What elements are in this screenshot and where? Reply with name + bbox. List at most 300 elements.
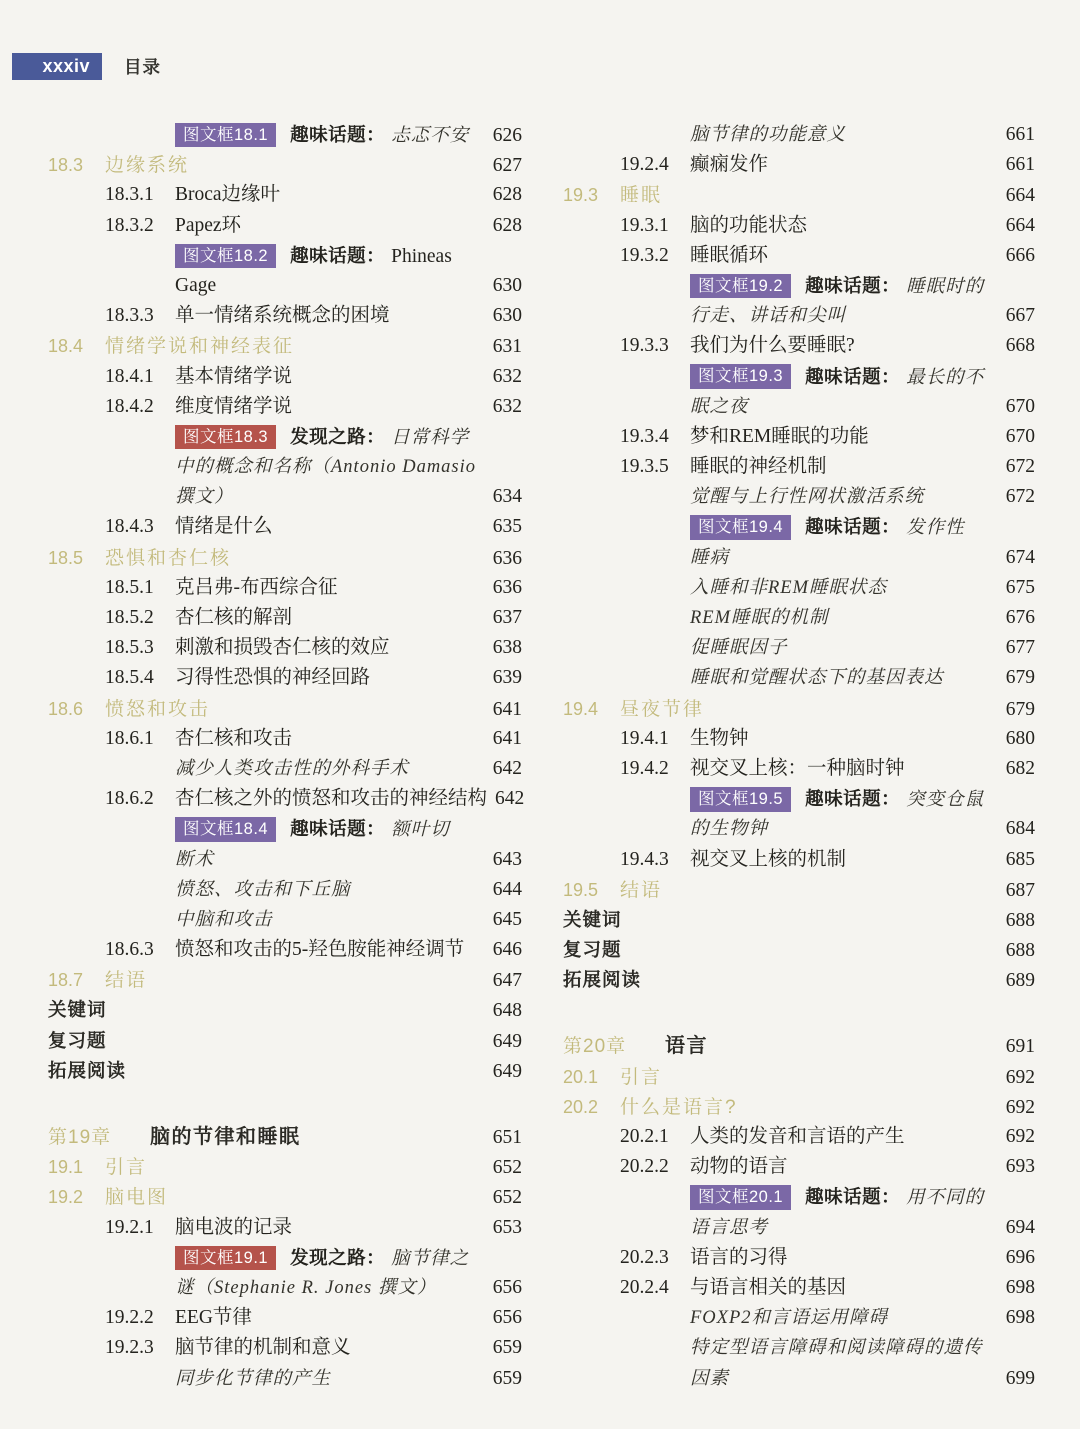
toc-entry-sub xyxy=(563,1152,1035,1182)
box-badge: 图文框19.3 xyxy=(690,364,791,389)
toc-entry-sub xyxy=(48,512,522,542)
subsection-title: 维度情绪学说 xyxy=(175,395,293,417)
toc-entry-sub xyxy=(48,724,522,754)
section-number: 20.1 xyxy=(563,1066,599,1087)
subsection-title: Broca边缘叶 xyxy=(175,184,281,206)
subsection-title: 脑的功能状态 xyxy=(690,214,808,236)
page-number: 642 xyxy=(495,788,525,810)
entry-continuation: Gage xyxy=(175,274,217,296)
toc-entry-sub xyxy=(48,1213,522,1243)
run-in-heading: REM睡眠的机制 xyxy=(690,608,829,628)
page-number: 696 xyxy=(1005,1246,1035,1268)
page-number: 687 xyxy=(1005,879,1035,901)
entry-continuation: 语言思考 xyxy=(690,1217,769,1238)
toc-entry-runin xyxy=(563,482,1035,512)
subsection-number: 18.4.3 xyxy=(105,516,154,538)
toc-entry-sub xyxy=(48,362,522,392)
box-label: 趣味话题： xyxy=(805,788,901,810)
page-number: 632 xyxy=(492,395,522,417)
toc-entry-chapter xyxy=(48,1122,522,1152)
toc-entry-sub xyxy=(48,1303,522,1333)
toc-entry-sub xyxy=(48,392,522,422)
toc-entry-sub xyxy=(48,633,522,663)
toc-entry-box xyxy=(48,814,522,844)
subsection-number: 20.2.1 xyxy=(620,1126,669,1147)
page-number: 692 xyxy=(1005,1126,1035,1147)
page-number: 670 xyxy=(1005,395,1035,417)
page-number: 679 xyxy=(1005,667,1035,689)
entry-continuation: 睡病 xyxy=(690,547,730,568)
subsection-title: 语言的习得 xyxy=(690,1246,788,1268)
entry-continuation: 眠之夜 xyxy=(690,396,749,417)
toc-entry-box xyxy=(563,512,1035,542)
box-label: 趣味话题： xyxy=(805,274,901,296)
subsection-number: 20.2.2 xyxy=(620,1156,669,1178)
toc-entry-section xyxy=(48,965,522,995)
entry-continuation: 行走、讲话和尖叫 xyxy=(690,306,847,327)
section-title: 情绪学说和神经表征 xyxy=(105,336,295,358)
toc-gap xyxy=(563,995,1035,1031)
box-label: 趣味话题： xyxy=(805,1186,901,1208)
toc-entry-sub xyxy=(48,573,522,603)
box-topic: Phineas xyxy=(391,245,452,267)
box-badge: 图文框18.3 xyxy=(175,425,276,450)
page-number: 646 xyxy=(492,939,522,961)
toc-entry-runin xyxy=(563,603,1035,633)
section-number: 19.3 xyxy=(563,185,599,206)
box-label: 发现之路： xyxy=(290,1246,386,1268)
page-number: 653 xyxy=(492,1216,522,1238)
subsection-title: 杏仁核之外的愤怒和攻击的神经结构 xyxy=(175,788,488,810)
subsection-title: 人类的发音和言语的产生 xyxy=(690,1126,905,1147)
toc-entry-sub xyxy=(563,845,1035,875)
subsection-number: 19.4.1 xyxy=(620,727,669,749)
run-in-heading: 中脑和攻击 xyxy=(175,909,273,930)
subsection-number: 18.4.1 xyxy=(105,365,154,387)
page-number: 630 xyxy=(492,305,522,327)
box-badge: 图文框18.4 xyxy=(175,817,276,842)
page-number: 656 xyxy=(492,1307,522,1329)
page-number: 699 xyxy=(1005,1367,1035,1389)
box-topic: 忐忑不安 xyxy=(391,126,470,146)
page-number: 694 xyxy=(1005,1216,1035,1238)
page-number: 627 xyxy=(492,155,522,177)
run-in-heading: 睡眠和觉醒状态下的基因表达 xyxy=(690,668,944,689)
subsection-title: 克吕弗-布西综合征 xyxy=(175,576,338,598)
run-in-heading: 促睡眠因子 xyxy=(690,638,788,659)
toc-entry-back xyxy=(48,1026,522,1056)
subsection-number: 18.4.2 xyxy=(105,395,154,417)
toc-entry-cont xyxy=(48,271,522,301)
box-topic: 突变仓鼠 xyxy=(906,790,985,811)
chapter-title: 脑的节律和睡眠 xyxy=(150,1126,301,1148)
box-badge: 图文框19.5 xyxy=(690,787,791,812)
page-number: 664 xyxy=(1005,185,1035,207)
section-title: 引言 xyxy=(620,1066,663,1088)
page-number: 656 xyxy=(492,1276,522,1298)
page-number: 631 xyxy=(492,336,522,358)
backmatter-title: 复习题 xyxy=(563,939,622,961)
page-number: 636 xyxy=(492,576,522,598)
subsection-number: 19.2.3 xyxy=(105,1337,154,1359)
page-number: 636 xyxy=(492,547,522,569)
subsection-title: 杏仁核的解剖 xyxy=(175,607,293,628)
toc-entry-section xyxy=(563,1092,1035,1122)
toc-entry-runin xyxy=(563,1333,1035,1363)
page-number: 642 xyxy=(492,757,522,779)
toc-entry-runin xyxy=(563,120,1035,150)
subsection-title: 习得性恐惧的神经回路 xyxy=(175,667,371,689)
box-label: 趣味话题： xyxy=(290,818,386,840)
section-number: 20.2 xyxy=(563,1096,599,1117)
section-title: 恐惧和杏仁核 xyxy=(105,547,232,569)
toc-entry-sub xyxy=(48,301,522,331)
run-in-heading: 减少人类攻击性的外科手术 xyxy=(175,758,410,779)
section-number: 19.5 xyxy=(563,879,599,900)
page-number: 685 xyxy=(1005,848,1035,870)
box-topic: 脑节律之 xyxy=(391,1248,470,1269)
toc-entry-runin xyxy=(563,1303,1035,1333)
run-in-heading: 入睡和非REM睡眠状态 xyxy=(690,577,888,598)
subsection-title: 视交叉上核的机制 xyxy=(690,848,847,870)
box-label: 趣味话题： xyxy=(805,365,901,387)
box-badge: 图文框19.1 xyxy=(175,1246,276,1271)
page-number: 692 xyxy=(1005,1066,1035,1088)
page-number: 652 xyxy=(492,1187,522,1209)
backmatter-title: 拓展阅读 xyxy=(48,1059,127,1081)
run-in-heading: FOXP2和言语运用障碍 xyxy=(690,1308,889,1329)
toc-entry-sub xyxy=(48,1333,522,1363)
toc-entry-sub xyxy=(563,1122,1035,1152)
box-topic: 用不同的 xyxy=(906,1188,985,1209)
page-number: 637 xyxy=(492,607,522,628)
box-badge: 图文框18.2 xyxy=(175,244,276,269)
box-badge: 图文框19.4 xyxy=(690,515,791,540)
entry-continuation: 的生物钟 xyxy=(690,819,769,840)
toc-entry-sub xyxy=(563,422,1035,452)
subsection-number: 19.2.2 xyxy=(105,1307,154,1329)
toc-entry-section xyxy=(563,694,1035,724)
section-title: 愤怒和攻击 xyxy=(105,698,211,720)
section-title: 引言 xyxy=(105,1157,148,1179)
folio-badge xyxy=(12,53,102,80)
page-number: 688 xyxy=(1005,909,1035,931)
subsection-title: 刺激和损毁杏仁核的效应 xyxy=(175,637,390,659)
section-number: 18.5 xyxy=(48,547,84,568)
toc-entry-box xyxy=(48,241,522,271)
chapter-number: 第19章 xyxy=(48,1127,112,1148)
chapter-number: 第20章 xyxy=(563,1036,627,1058)
toc-entry-sub xyxy=(563,1243,1035,1273)
entry-continuation: 中的概念和名称（Antonio Damasio xyxy=(175,457,477,478)
toc-entry-section xyxy=(563,875,1035,905)
subsection-number: 18.3.3 xyxy=(105,305,154,327)
toc-entry-sub xyxy=(48,180,522,210)
toc-entry-box xyxy=(563,271,1035,301)
toc-entry-back xyxy=(563,905,1035,935)
toc-entry-section xyxy=(48,331,522,361)
subsection-number: 19.3.3 xyxy=(620,335,669,357)
page-number: 651 xyxy=(492,1127,522,1148)
toc-gap xyxy=(48,1086,522,1122)
subsection-number: 18.6.1 xyxy=(105,727,154,749)
subsection-title: 单一情绪系统概念的困境 xyxy=(175,305,390,327)
section-title: 结语 xyxy=(620,879,663,901)
section-title: 睡眠 xyxy=(620,185,663,207)
toc-entry-cont xyxy=(563,392,1035,422)
entry-continuation: 断术 xyxy=(175,849,215,870)
toc-entry-cont xyxy=(563,814,1035,844)
box-topic: 发作性 xyxy=(906,518,965,539)
box-topic: 最长的不 xyxy=(906,367,985,388)
toc-entry-sub xyxy=(563,452,1035,482)
section-number: 18.7 xyxy=(48,970,84,991)
subsection-title: 睡眠循环 xyxy=(690,244,769,266)
run-in-heading: 觉醒与上行性网状激活系统 xyxy=(690,487,925,508)
page-number: 664 xyxy=(1005,214,1035,236)
subsection-title: 我们为什么要睡眠? xyxy=(690,335,855,357)
page-number: 689 xyxy=(1005,970,1035,992)
page-number: 661 xyxy=(1005,154,1035,176)
subsection-title: 动物的语言 xyxy=(690,1156,788,1178)
subsection-title: 睡眠的神经机制 xyxy=(690,456,827,478)
page-number: 632 xyxy=(492,365,522,387)
box-topic: 日常科学 xyxy=(391,427,470,448)
toc-entry-sub xyxy=(48,935,522,965)
section-number: 18.6 xyxy=(48,698,84,719)
page-number: 641 xyxy=(492,698,522,720)
section-number: 19.2 xyxy=(48,1187,84,1208)
backmatter-title: 关键词 xyxy=(563,908,622,930)
section-number: 19.1 xyxy=(48,1157,84,1178)
subsection-number: 18.5.1 xyxy=(105,576,154,598)
toc-entry-cont xyxy=(48,1273,522,1303)
section-title: 脑电图 xyxy=(105,1187,169,1209)
subsection-title: Papez环 xyxy=(175,214,242,236)
toc-entry-section xyxy=(563,1062,1035,1092)
page-number: 648 xyxy=(492,1000,522,1022)
box-topic: 额叶切 xyxy=(391,820,450,841)
toc-entry-sub xyxy=(48,603,522,633)
chapter-title: 语言 xyxy=(665,1035,708,1058)
page-number: 643 xyxy=(492,848,522,870)
toc-entry-back xyxy=(563,935,1035,965)
toc-entry-sub xyxy=(563,754,1035,784)
page-number: 684 xyxy=(1005,818,1035,840)
toc-column-right xyxy=(563,120,1035,1394)
box-badge: 图文框19.2 xyxy=(690,274,791,299)
subsection-number: 19.3.1 xyxy=(620,214,669,236)
folio-number: xxxiv xyxy=(42,56,90,76)
page-number: 641 xyxy=(492,727,522,749)
page-number: 647 xyxy=(492,970,522,992)
toc-entry-cont xyxy=(563,1213,1035,1243)
toc-entry-box xyxy=(48,422,522,452)
page-number: 698 xyxy=(1005,1307,1035,1329)
subsection-number: 19.2.1 xyxy=(105,1216,154,1238)
page-number: 691 xyxy=(1005,1036,1035,1058)
page-number: 635 xyxy=(492,516,522,538)
toc-entry-runin xyxy=(563,573,1035,603)
toc-entry-sub xyxy=(563,331,1035,361)
page-number: 676 xyxy=(1005,607,1035,628)
entry-continuation: 撰文） xyxy=(175,487,234,508)
page-number: 638 xyxy=(492,637,522,659)
box-badge: 图文框20.1 xyxy=(690,1185,791,1210)
subsection-title: 生物钟 xyxy=(690,727,749,749)
subsection-title: 愤怒和攻击的5-羟色胺能神经调节 xyxy=(175,939,465,961)
subsection-title: 情绪是什么 xyxy=(175,516,273,538)
run-in-heading: 愤怒、攻击和下丘脑 xyxy=(175,879,351,900)
backmatter-title: 拓展阅读 xyxy=(563,969,642,991)
page-number: 661 xyxy=(1005,124,1035,145)
toc-entry-chapter xyxy=(563,1031,1035,1061)
subsection-number: 20.2.4 xyxy=(620,1276,669,1298)
toc-entry-sub xyxy=(563,150,1035,180)
page-number: 659 xyxy=(492,1367,522,1389)
section-title: 昼夜节律 xyxy=(620,698,705,720)
box-topic: 睡眠时的 xyxy=(906,276,985,297)
box-label: 发现之路： xyxy=(290,425,386,447)
subsection-title: 基本情绪学说 xyxy=(175,365,293,387)
section-title: 结语 xyxy=(105,970,148,992)
subsection-title: 视交叉上核：一种脑时钟 xyxy=(690,757,905,779)
toc-entry-cont xyxy=(48,452,522,482)
toc-entry-sub xyxy=(563,1273,1035,1303)
box-label: 趣味话题： xyxy=(290,244,386,266)
toc-entry-runin xyxy=(563,633,1035,663)
page-number: 645 xyxy=(492,908,522,930)
subsection-number: 19.4.2 xyxy=(620,757,669,779)
page-number: 670 xyxy=(1005,425,1035,447)
subsection-number: 18.3.1 xyxy=(105,184,154,206)
toc-entry-section xyxy=(563,180,1035,210)
box-badge: 图文框18.1 xyxy=(175,123,276,148)
toc-entry-section xyxy=(48,543,522,573)
subsection-number: 18.3.2 xyxy=(105,214,154,236)
subsection-title: 癫痫发作 xyxy=(690,154,769,176)
subsection-title: EEG节律 xyxy=(175,1307,252,1329)
toc-entry-sub xyxy=(563,211,1035,241)
toc-entry-back xyxy=(48,995,522,1025)
toc-entry-box xyxy=(48,120,522,150)
page-number: 666 xyxy=(1005,244,1035,266)
page-number: 674 xyxy=(1005,546,1035,568)
page-number: 698 xyxy=(1005,1276,1035,1298)
page-number: 677 xyxy=(1005,637,1035,659)
page-number: 680 xyxy=(1005,727,1035,749)
toc-entry-runin xyxy=(48,1364,522,1394)
box-label: 趣味话题： xyxy=(805,516,901,538)
toc-entry-runin xyxy=(48,754,522,784)
subsection-number: 18.6.3 xyxy=(105,939,154,961)
page-number: 672 xyxy=(1005,486,1035,508)
toc-entry-sub xyxy=(48,211,522,241)
section-title: 什么是语言? xyxy=(620,1096,738,1118)
page-number: 688 xyxy=(1005,940,1035,962)
subsection-title: 与语言相关的基因 xyxy=(690,1276,847,1298)
page-number: 672 xyxy=(1005,456,1035,478)
subsection-number: 19.3.5 xyxy=(620,456,669,478)
subsection-title: 梦和REM睡眠的功能 xyxy=(690,425,869,447)
subsection-title: 脑节律的机制和意义 xyxy=(175,1337,351,1359)
box-label: 趣味话题： xyxy=(290,124,386,145)
toc-entry-section xyxy=(48,150,522,180)
toc-entry-runin xyxy=(48,875,522,905)
page-number: 649 xyxy=(492,1060,522,1082)
page-number: 693 xyxy=(1005,1156,1035,1178)
page-number: 668 xyxy=(1005,335,1035,357)
page-number: 682 xyxy=(1005,757,1035,779)
subsection-number: 18.5.4 xyxy=(105,667,154,689)
page-number: 639 xyxy=(492,667,522,689)
toc-entry-cont xyxy=(48,482,522,512)
subsection-number: 19.2.4 xyxy=(620,154,669,176)
toc-entry-runin xyxy=(563,663,1035,693)
run-in-heading: 因素 xyxy=(690,1368,730,1389)
subsection-number: 18.6.2 xyxy=(105,788,154,810)
section-number: 18.3 xyxy=(48,155,84,176)
run-in-heading: 脑节律的功能意义 xyxy=(690,125,847,145)
page-number: 667 xyxy=(1005,305,1035,327)
toc-entry-sub xyxy=(48,663,522,693)
page-number: 628 xyxy=(492,214,522,236)
toc-entry-box xyxy=(48,1243,522,1273)
run-in-heading: 同步化节律的产生 xyxy=(175,1368,332,1389)
backmatter-title: 关键词 xyxy=(48,999,107,1021)
page-number: 679 xyxy=(1005,698,1035,720)
toc-entry-box xyxy=(563,784,1035,814)
subsection-number: 18.5.2 xyxy=(105,607,154,628)
toc-entry-sub xyxy=(563,241,1035,271)
backmatter-title: 复习题 xyxy=(48,1029,107,1051)
toc-entry-runin xyxy=(48,905,522,935)
page-number: 630 xyxy=(492,274,522,296)
page-number: 628 xyxy=(492,184,522,206)
toc-entry-box xyxy=(563,362,1035,392)
toc-entry-runin xyxy=(563,1364,1035,1394)
page-number: 649 xyxy=(492,1030,522,1052)
toc-entry-back xyxy=(48,1056,522,1086)
subsection-number: 19.3.4 xyxy=(620,425,669,447)
section-title: 边缘系统 xyxy=(105,155,190,177)
subsection-number: 19.3.2 xyxy=(620,244,669,266)
toc-entry-sub xyxy=(48,784,525,814)
subsection-title: 杏仁核和攻击 xyxy=(175,727,293,749)
section-number: 19.4 xyxy=(563,698,599,719)
toc-entry-section xyxy=(48,1182,522,1212)
run-in-heading: 特定型语言障碍和阅读障碍的遗传 xyxy=(690,1338,983,1359)
toc-entry-cont xyxy=(563,301,1035,331)
subsection-number: 18.5.3 xyxy=(105,637,154,659)
toc-column-left xyxy=(48,120,525,1394)
toc-entry-sub xyxy=(563,724,1035,754)
toc-entry-cont xyxy=(48,845,522,875)
toc-entry-box xyxy=(563,1182,1035,1212)
entry-continuation: 谜（Stephanie R. Jones 撰文） xyxy=(175,1277,437,1298)
subsection-title: 脑电波的记录 xyxy=(175,1216,293,1238)
toc-entry-section xyxy=(48,694,522,724)
subsection-number: 20.2.3 xyxy=(620,1246,669,1268)
page-number: 652 xyxy=(492,1157,522,1179)
header-title: 目录 xyxy=(124,57,161,77)
toc-entry-back xyxy=(563,965,1035,995)
page-number: 634 xyxy=(492,486,522,508)
page-number: 675 xyxy=(1005,576,1035,598)
page-number: 644 xyxy=(492,878,522,900)
toc-entry-cont xyxy=(563,543,1035,573)
page-header xyxy=(12,53,161,80)
